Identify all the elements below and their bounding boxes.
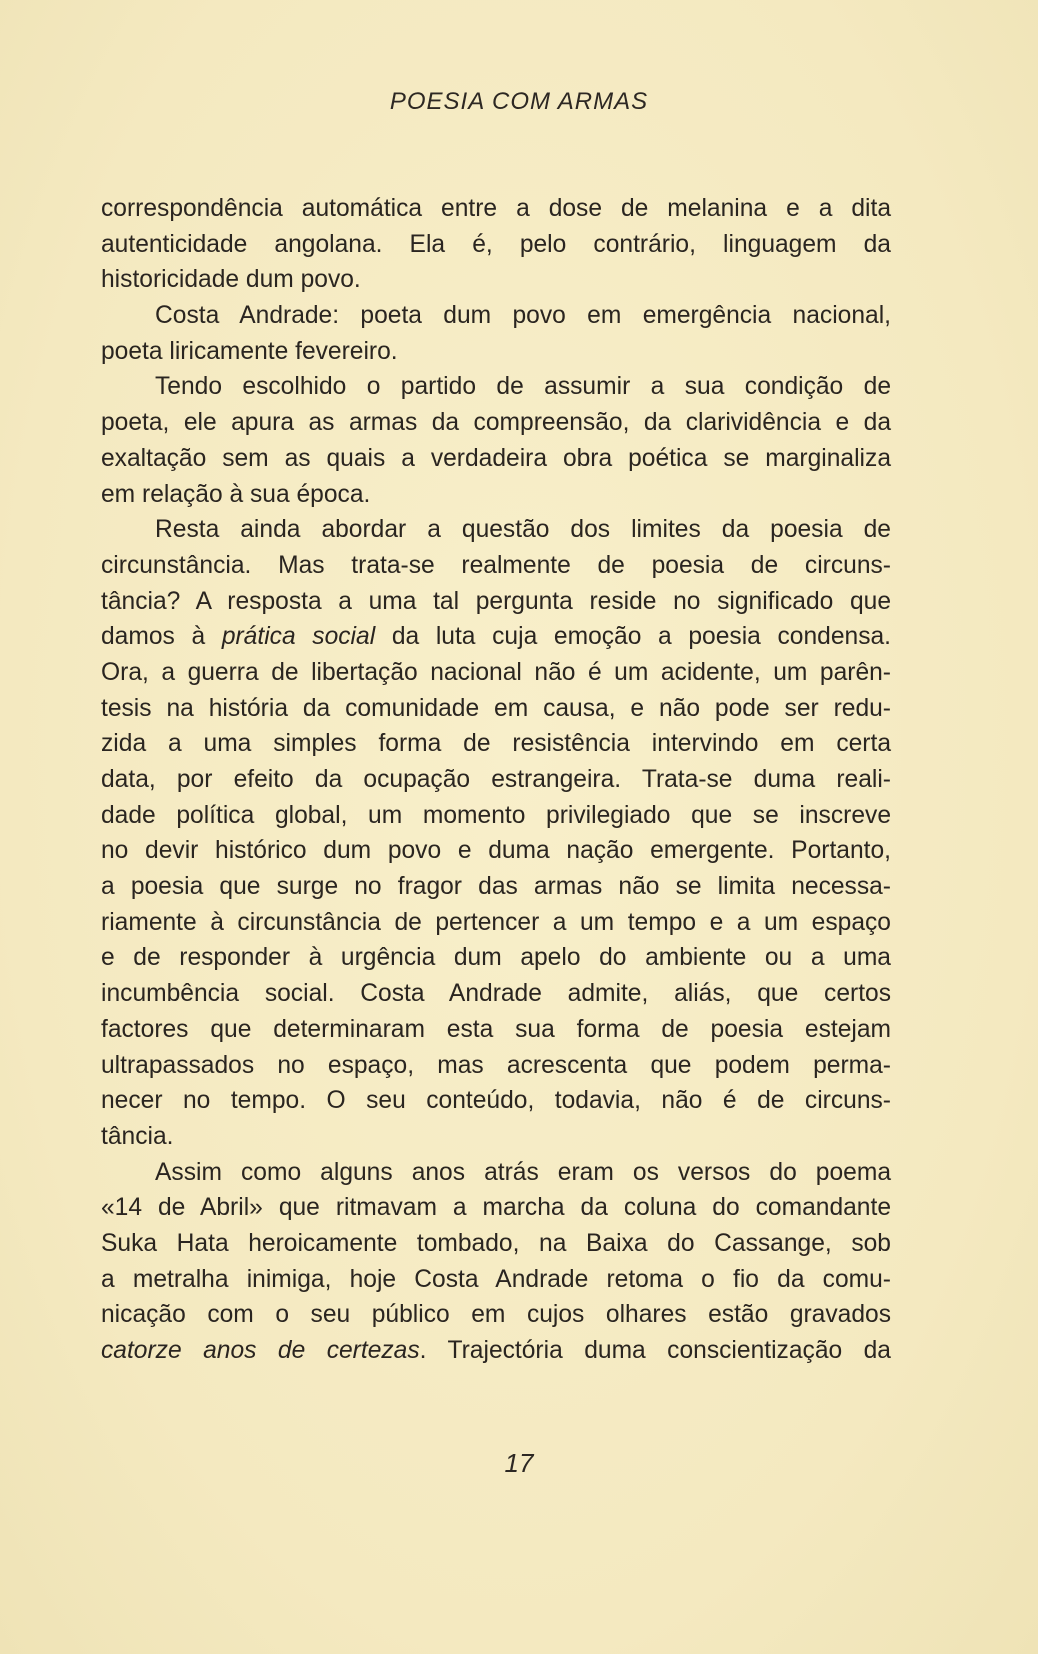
running-title: POESIA COM ARMAS [389, 88, 649, 115]
text-line: tância. [101, 1122, 174, 1150]
text-line: tesis na história da comunidade em causa, e não pode ser redu- [101, 694, 891, 722]
text-line: historicidade dum povo. [101, 266, 361, 294]
text-line [101, 1333, 891, 1369]
text-line: correspondência automática entre a dose de melanina e a dita [101, 195, 891, 222]
text-line: zida a uma simples forma de resistência intervindo em certa [101, 730, 891, 758]
text-line: Resta ainda abordar a questão dos limites da poesia de [155, 516, 891, 544]
text-line: incumbência social. Costa Andrade admite, aliás, que certos [101, 980, 891, 1008]
text-line: nicação com o seu público em cujos olhares estão gravados [101, 1301, 891, 1329]
text-run: damos à [101, 623, 222, 651]
text-line: no devir histórico dum povo e duma nação emergente. Portanto, [101, 837, 891, 865]
text-line: riamente à circunstância de pertencer a um tempo e a um espaço [101, 908, 891, 936]
text-line: autenticidade angolana. Ela é, pelo contrário, linguagem da [101, 230, 891, 258]
italic-phrase: catorze anos de certezas [101, 1337, 420, 1364]
text-line: Costa Andrade: poeta dum povo em emergência nacional, [155, 302, 891, 330]
text-line: Suka Hata heroicamente tombado, na Baixa do Cassange, sob [101, 1229, 891, 1257]
text-line [101, 619, 891, 655]
text-line: exaltação sem as quais a verdadeira obra poética se marginaliza [101, 444, 891, 472]
body-text [101, 191, 891, 1369]
text-line: data, por efeito da ocupação estrangeira. Trata-se duma reali- [101, 766, 891, 793]
text-line: Ora, a guerra de libertação nacional não é um acidente, um parên- [101, 658, 891, 686]
italic-phrase: prática social [221, 623, 376, 651]
text-line: tância? A resposta a uma tal pergunta reside no significado que [101, 587, 891, 615]
text-line: a poesia que surge no fragor das armas não se limita necessa- [101, 873, 891, 901]
text-line: ultrapassados no espaço, mas acrescenta que podem perma- [101, 1051, 891, 1079]
text-run: . Trajectória duma conscientização da [419, 1337, 891, 1364]
page-number: 17 [504, 1448, 534, 1478]
text-line: dade política global, um momento privilegiado que se inscreve [101, 801, 891, 829]
text-line: e de responder à urgência dum apelo do ambiente ou a uma [101, 944, 891, 972]
text-line: poeta liricamente fevereiro. [101, 337, 398, 365]
text-run: da luta cuja emoção a poesia condensa. [375, 623, 891, 651]
text-line: «14 de Abril» que ritmavam a marcha da coluna do comandante [101, 1194, 891, 1222]
text-line: poeta, ele apura as armas da compreensão, da clarividência e da [101, 409, 891, 437]
text-line: em relação à sua época. [101, 480, 371, 508]
text-line: a metralha inimiga, hoje Costa Andrade retoma o fio da comu- [101, 1265, 891, 1293]
text-line: factores que determinaram esta sua forma de poesia estejam [101, 1015, 891, 1043]
text-line: necer no tempo. O seu conteúdo, todavia, não é de circuns- [101, 1087, 891, 1115]
text-line: circunstância. Mas trata-se realmente de poesia de circuns- [101, 551, 891, 579]
text-line: Tendo escolhido o partido de assumir a sua condição de [155, 373, 891, 401]
text-line: Assim como alguns anos atrás eram os versos do poema [155, 1158, 891, 1186]
